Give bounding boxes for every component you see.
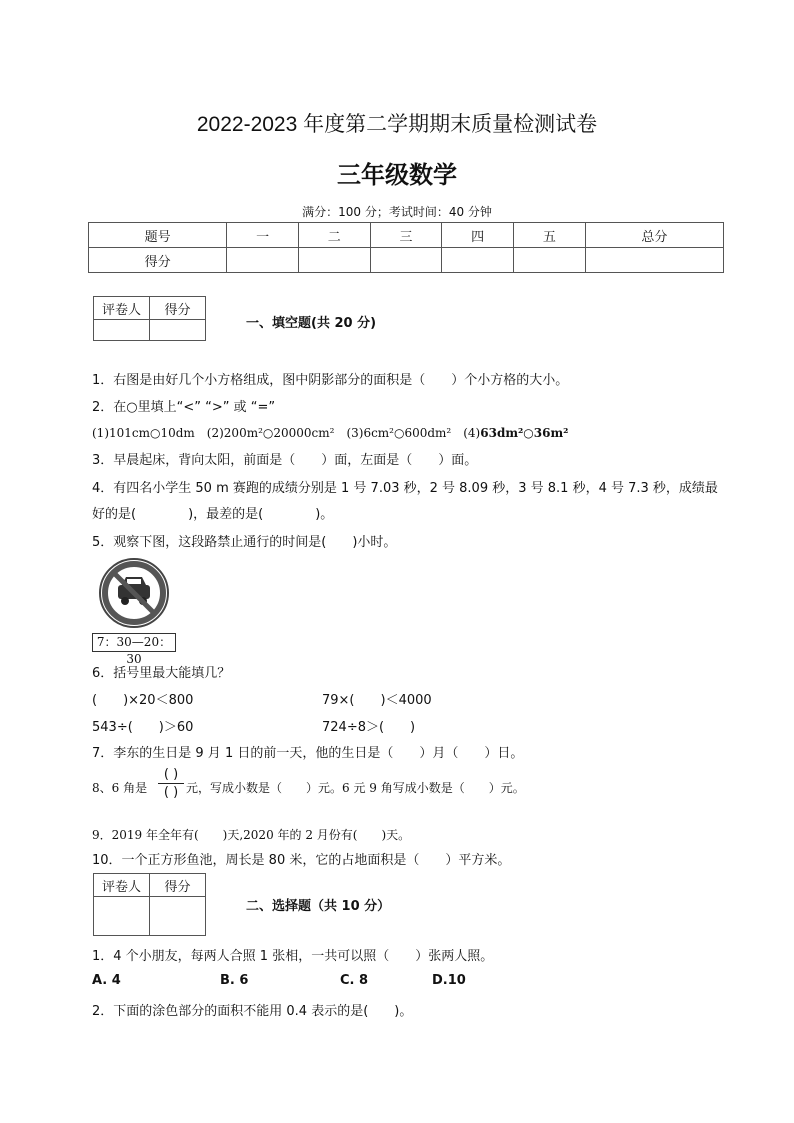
exam-title: 2022-2023 年度第二学期期末质量检测试卷 <box>196 113 598 136</box>
option-b[interactable]: B. 6 <box>220 973 249 988</box>
score-header-cell: 二 <box>298 223 370 248</box>
fraction-bar <box>158 783 184 784</box>
exam-subject: 三年级数学 <box>337 160 457 189</box>
score-header-cell: 三 <box>370 223 442 248</box>
score-header-cell: 四 <box>442 223 514 248</box>
question-1-8-prefix: 8、6 角是 <box>92 781 148 795</box>
grader-score-cell[interactable] <box>150 320 206 341</box>
score-header-cell: 一 <box>227 223 299 248</box>
question-1-7: 7．李东的生日是 9 月 1 日的前一天，他的生日是（ ）月（ ）日。 <box>92 746 524 761</box>
score-cell[interactable] <box>585 248 723 273</box>
option-c[interactable]: C. 8 <box>340 973 369 988</box>
question-1-10: 10．一个正方形鱼池，周长是 80 米，它的占地面积是（ ）平方米。 <box>92 853 511 868</box>
score-cell[interactable] <box>298 248 370 273</box>
score-row-label: 得分 <box>89 248 227 273</box>
q2-items-part-b: 63dm²○36m² <box>480 426 569 440</box>
exam-info: 满分：100 分；考试时间：40 分钟 <box>302 205 492 219</box>
grader-score-label: 得分 <box>150 874 206 897</box>
grader-box-section1 <box>93 296 206 341</box>
option-a[interactable]: A. 4 <box>92 973 121 988</box>
section2-title: 二、选择题（共 10 分） <box>246 899 391 914</box>
question-2-2: 2．下面的涂色部分的面积不能用 0.4 表示的是( )。 <box>92 1004 413 1019</box>
question-1-6-a: ( )×20＜800 <box>92 693 194 708</box>
question-1-4-line1: 4．有四名小学生 50 m 赛跑的成绩分别是 1 号 7.03 秒，2 号 8.09 秒，3 号 8.1 秒，4 号 7.3 秒，成绩最 <box>92 481 718 496</box>
score-table-header-row <box>89 223 724 248</box>
question-2-1: 1．4 个小朋友，每两人合照 1 张相，一共可以照（ ）张两人照。 <box>92 949 494 964</box>
question-1-6-b: 79×( )＜4000 <box>322 693 432 708</box>
score-header-cell: 总分 <box>585 223 723 248</box>
fraction-blank <box>158 767 184 800</box>
no-car-sign-icon <box>98 557 170 629</box>
question-1-6-c: 543÷( )＞60 <box>92 720 194 735</box>
question-1-9: 9．2019 年全年有( )天,2020 年的 2 月份有( )天。 <box>92 828 411 842</box>
grader-name-cell[interactable] <box>94 897 150 936</box>
section1-title: 一、填空题(共 20 分) <box>246 316 377 331</box>
score-table-score-row <box>89 248 724 273</box>
score-cell[interactable] <box>514 248 586 273</box>
score-cell[interactable] <box>227 248 299 273</box>
grader-score-cell[interactable] <box>150 897 206 936</box>
grader-box-section2 <box>93 873 206 936</box>
grader-score-label: 得分 <box>150 297 206 320</box>
question-1-6: 6．括号里最大能填几？ <box>92 666 231 681</box>
question-1-6-d: 724÷8＞( ) <box>322 720 416 735</box>
question-1-4-line2: 好的是( )，最差的是( )。 <box>92 507 334 522</box>
score-cell[interactable] <box>370 248 442 273</box>
question-1-2-items <box>92 424 568 441</box>
fraction-denominator[interactable]: ( ) <box>163 785 179 800</box>
question-1-1: 1．右图是由好几个小方格组成，图中阴影部分的面积是（ ）个小方格的大小。 <box>92 373 569 388</box>
grader-name-cell[interactable] <box>94 320 150 341</box>
question-1-8-suffix: 元，写成小数是（ ）元。6 元 9 角写成小数是（ ）元。 <box>186 781 525 795</box>
option-d[interactable]: D.10 <box>432 973 466 988</box>
grader-label: 评卷人 <box>94 874 150 897</box>
question-1-3: 3．早晨起床，背向太阳，前面是（ ）面，左面是（ ）面。 <box>92 453 478 468</box>
score-cell[interactable] <box>442 248 514 273</box>
score-header-cell: 题号 <box>89 223 227 248</box>
grader-label: 评卷人 <box>94 297 150 320</box>
fraction-numerator[interactable]: ( ) <box>163 767 179 782</box>
q2-items-part-a: (1)101cm○10dm (2)200m²○20000cm² (3)6cm²○600dm² (4) <box>92 426 481 440</box>
score-table <box>88 222 724 273</box>
question-1-2: 2．在○里填上“<” “>” 或 “=” <box>92 400 276 415</box>
score-header-cell: 五 <box>514 223 586 248</box>
question-1-5: 5．观察下图，这段路禁止通行的时间是( )小时。 <box>92 535 397 550</box>
restriction-time-label: 7：30—20：30 <box>92 633 176 652</box>
